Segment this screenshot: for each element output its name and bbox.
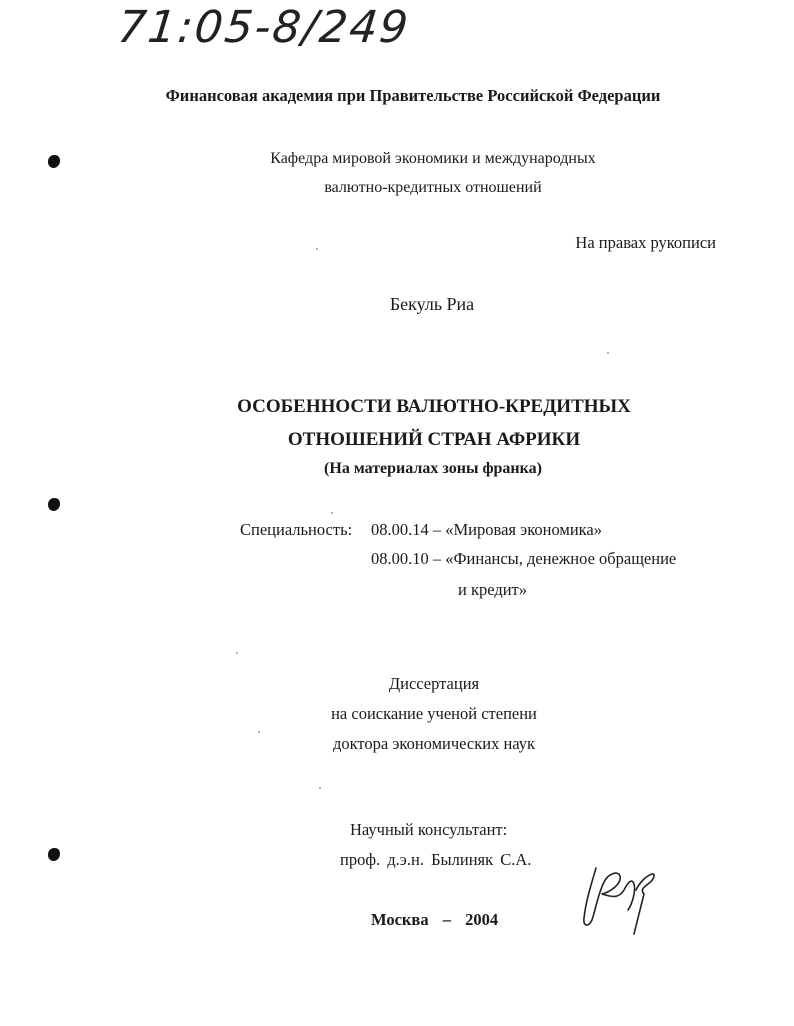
specialty-item-1: 08.00.14 – «Мировая экономика» [371, 520, 602, 539]
scan-speck [316, 248, 318, 250]
specialty-item-2-continued: и кредит» [458, 580, 528, 599]
department-line-1: Кафедра мировой экономики и международных [270, 150, 596, 167]
scan-speck [236, 652, 238, 654]
specialty-label: Специальность: [240, 520, 353, 539]
author-name: Бекуль Риа [389, 294, 475, 314]
institution-name: Финансовая академия при Правительстве Российской Федерации [165, 86, 661, 105]
scan-speck [319, 787, 321, 789]
dissertation-title [0, 390, 794, 456]
manuscript-note: На правах рукописи [575, 233, 716, 252]
title-line-1: ОСОБЕННОСТИ ВАЛЮТНО-КРЕДИТНЫХ [237, 396, 631, 417]
binding-hole-bottom [48, 848, 60, 861]
consultant-label: Научный консультант: [350, 820, 508, 839]
scan-speck [331, 512, 333, 514]
archive-code: 71:05-8/249 [115, 2, 413, 53]
consultant-name: проф. д.э.н. Былиняк С.А. [340, 850, 532, 869]
dissertation-subtitle: (На материалах зоны франка) [324, 460, 542, 477]
scan-speck [607, 352, 609, 354]
degree-line-1: Диссертация [388, 674, 480, 693]
degree-line-3: доктора экономических наук [332, 734, 536, 753]
signature [574, 860, 664, 940]
scan-speck [258, 731, 260, 733]
binding-hole-middle [48, 498, 60, 511]
degree-statement [0, 669, 794, 759]
city-year: Москва – 2004 [371, 910, 499, 929]
degree-line-2: на соискание ученой степени [331, 704, 537, 723]
specialty-item-2: 08.00.10 – «Финансы, денежное обращение [371, 549, 677, 568]
department [0, 144, 794, 202]
title-line-2: ОТНОШЕНИЙ СТРАН АФРИКИ [287, 429, 581, 450]
department-line-2: валютно-кредитных отношений [324, 179, 542, 196]
